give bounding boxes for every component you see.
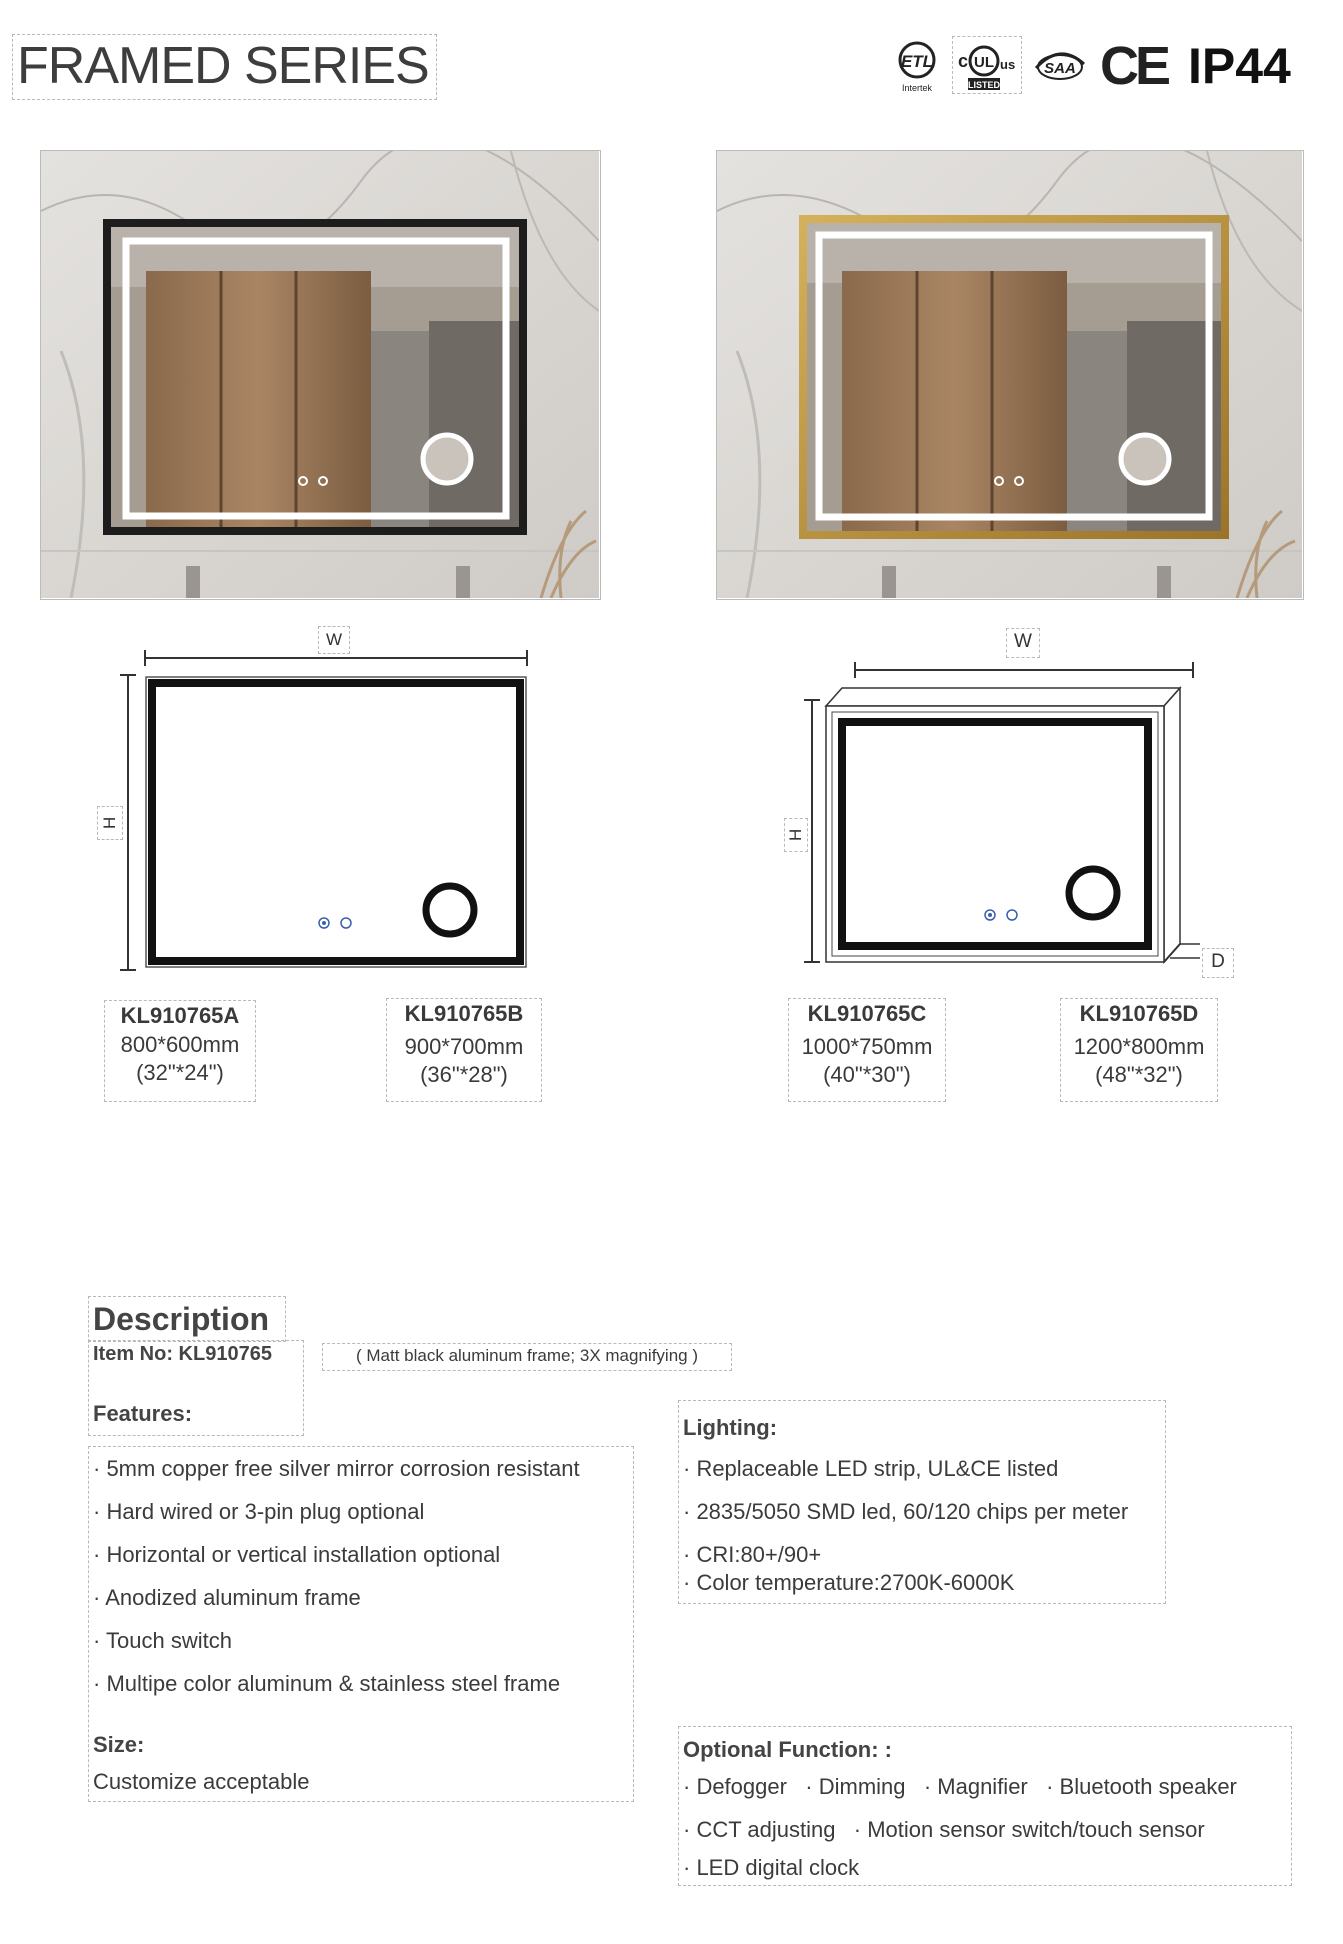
feature-item: · 5mm copper free silver mirror corrosion resistant — [93, 1456, 580, 1481]
model-metric-size: 800*600mm — [120, 1032, 240, 1057]
model-imperial-size: (40"*30") — [823, 1062, 911, 1087]
ce-mark: CE — [1100, 36, 1168, 96]
lighting-heading: Lighting: — [683, 1415, 778, 1440]
svg-text:ETL: ETL — [900, 52, 934, 71]
lighting-item: · Replaceable LED strip, UL&CE listed — [683, 1456, 1059, 1481]
depth-label: D — [1202, 948, 1234, 978]
svg-text:SAA: SAA — [1044, 60, 1076, 77]
lighting-item: · CRI:80+/90+ — [683, 1542, 822, 1567]
model-code: KL910765B — [404, 1001, 524, 1026]
width-label: W — [1006, 628, 1040, 658]
model-spec-c — [788, 998, 946, 1102]
lighting-item: · Color temperature:2700K-6000K — [683, 1570, 1015, 1595]
size-value: Customize acceptable — [93, 1769, 310, 1794]
dimension-diagram-side — [780, 640, 1240, 980]
item-features-box — [88, 1340, 304, 1436]
features-list — [88, 1446, 634, 1802]
etl-mark — [892, 36, 942, 96]
model-spec-d — [1060, 998, 1218, 1102]
product-photo-black-frame — [40, 150, 601, 600]
height-label: H — [97, 806, 123, 840]
saa-mark — [1030, 36, 1090, 96]
optional-item: · Defogger · Dimming · Magnifier · Bluetooth speaker — [683, 1774, 1237, 1799]
svg-text:Intertek: Intertek — [901, 83, 933, 93]
feature-item: · Hard wired or 3-pin plug optional — [93, 1499, 425, 1524]
lighting-box — [678, 1400, 1166, 1604]
model-imperial-size: (36"*28") — [420, 1062, 508, 1087]
optional-functions-box — [678, 1726, 1292, 1886]
item-number: Item No: KL910765 — [93, 1343, 272, 1365]
item-note: ( Matt black aluminum frame; 3X magnifying ) — [322, 1343, 732, 1371]
model-code: KL910765C — [807, 1001, 927, 1026]
page-title: FRAMED SERIES — [12, 34, 437, 100]
model-metric-size: 900*700mm — [404, 1034, 524, 1059]
description-heading: Description — [88, 1296, 286, 1342]
optional-item: · LED digital clock — [683, 1855, 860, 1880]
height-label: H — [784, 818, 808, 852]
mirror-photo-image — [717, 151, 1302, 598]
model-code: KL910765A — [120, 1003, 240, 1028]
etl-logo-icon — [892, 38, 942, 94]
model-metric-size: 1200*800mm — [1073, 1034, 1205, 1059]
ip-rating: IP44 — [1188, 38, 1291, 94]
optional-heading: Optional Function: : — [683, 1737, 892, 1762]
lighting-item: · 2835/5050 SMD led, 60/120 chips per meter — [683, 1499, 1129, 1524]
ul-logo-icon — [953, 37, 1021, 93]
feature-item: · Multipe color aluminum & stainless steel frame — [93, 1671, 561, 1696]
dimension-diagram-front — [90, 620, 550, 980]
width-label: W — [318, 626, 350, 654]
svg-text:us: us — [1000, 57, 1016, 72]
optional-item: · CCT adjusting · Motion sensor switch/touch sensor — [683, 1817, 1205, 1842]
model-metric-size: 1000*750mm — [801, 1034, 933, 1059]
saa-logo-icon — [1030, 38, 1090, 94]
svg-text:LISTED: LISTED — [967, 80, 1001, 90]
feature-item: · Horizontal or vertical installation optional — [93, 1542, 501, 1567]
model-imperial-size: (48"*32") — [1095, 1062, 1183, 1087]
mirror-photo-image — [41, 151, 599, 598]
model-imperial-size: (32"*24") — [136, 1060, 224, 1085]
model-code: KL910765D — [1079, 1001, 1199, 1026]
svg-text:c: c — [958, 51, 969, 71]
svg-text:UL: UL — [974, 54, 994, 71]
size-heading: Size: — [93, 1732, 145, 1757]
feature-item: · Touch switch — [93, 1628, 232, 1653]
feature-item: · Anodized aluminum frame — [93, 1585, 361, 1610]
product-photo-gold-frame — [716, 150, 1304, 600]
features-heading: Features: — [93, 1401, 193, 1426]
model-spec-b — [386, 998, 542, 1102]
model-spec-a — [104, 1000, 256, 1102]
ul-mark — [952, 36, 1022, 94]
